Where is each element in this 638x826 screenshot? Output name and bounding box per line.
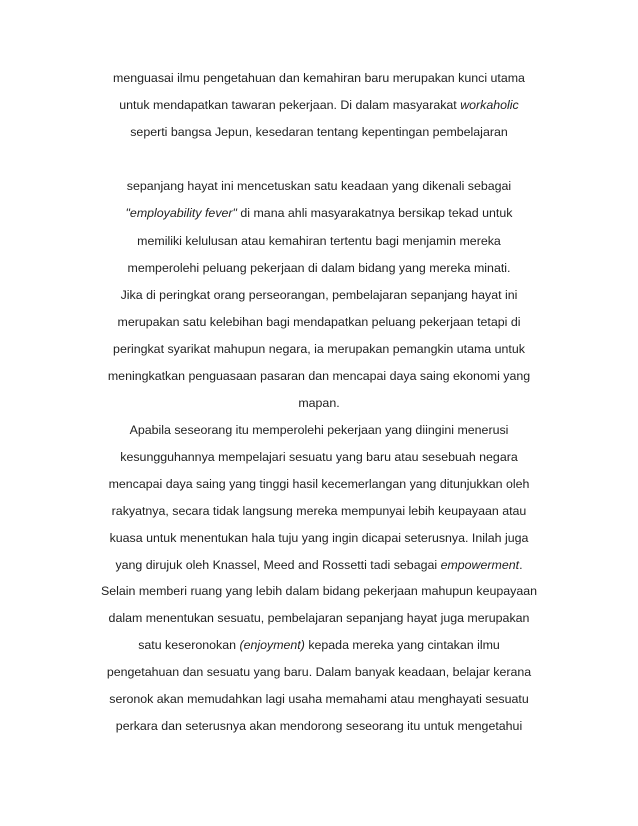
text-line xyxy=(0,97,638,113)
text-segment: kuasa untuk menentukan hala tuju yang ingin dicapai seterusnya. Inilah juga xyxy=(109,531,529,545)
text-segment: mencapai daya saing yang tinggi hasil kecemerlangan yang ditunjukkan oleh xyxy=(108,477,530,491)
text-segment: Selain memberi ruang yang lebih dalam bidang pekerjaan mahupun keupayaan xyxy=(100,584,538,598)
text-line xyxy=(0,664,638,680)
text-segment: perkara dan seterusnya akan mendorong seseorang itu untuk mengetahui xyxy=(115,719,523,733)
text-line xyxy=(0,260,638,276)
text-line xyxy=(0,557,638,573)
text-line xyxy=(0,341,638,357)
text-line xyxy=(0,124,638,140)
italic-text: (enjoyment) xyxy=(239,638,305,652)
text-line xyxy=(0,314,638,330)
text-line xyxy=(0,718,638,734)
text-segment: di mana ahli masyarakatnya bersikap tekad untuk xyxy=(236,206,513,220)
text-segment: kesungguhannya mempelajari sesuatu yang baru atau sesebuah negara xyxy=(120,450,518,464)
text-line xyxy=(0,205,638,221)
text-segment: mapan. xyxy=(298,396,340,410)
text-line xyxy=(0,368,638,384)
text-line xyxy=(0,610,638,626)
italic-text: workaholic xyxy=(460,98,519,112)
text-segment: kepada mereka yang cintakan ilmu xyxy=(304,638,500,652)
text-line xyxy=(0,583,638,599)
text-segment: satu keseronokan xyxy=(138,638,240,652)
text-segment: memiliki kelulusan atau kemahiran tertentu bagi menjamin mereka xyxy=(137,234,501,248)
text-segment: seperti bangsa Jepun, kesedaran tentang kepentingan pembelajaran xyxy=(130,125,508,139)
text-segment: peringkat syarikat mahupun negara, ia merupakan pemangkin utama untuk xyxy=(113,342,525,356)
text-segment: dalam menentukan sesuatu, pembelajaran sepanjang hayat juga merupakan xyxy=(108,611,530,625)
text-line xyxy=(0,395,638,411)
text-segment: menguasai ilmu pengetahuan dan kemahiran baru merupakan kunci utama xyxy=(113,71,525,85)
text-segment: untuk mendapatkan tawaran pekerjaan. Di dalam masyarakat xyxy=(119,98,461,112)
text-segment: pengetahuan dan sesuatu yang baru. Dalam banyak keadaan, belajar kerana xyxy=(106,665,532,679)
text-line xyxy=(0,178,638,194)
text-segment: meningkatkan penguasaan pasaran dan mencapai daya saing ekonomi yang xyxy=(107,369,531,383)
italic-text: "employability fever" xyxy=(125,206,237,220)
text-segment: sepanjang hayat ini mencetuskan satu keadaan yang dikenali sebagai xyxy=(126,179,512,193)
text-line xyxy=(0,530,638,546)
text-line xyxy=(0,233,638,249)
text-segment: . xyxy=(519,558,523,572)
text-line xyxy=(0,449,638,465)
text-segment: rakyatnya, secara tidak langsung mereka mempunyai lebih keupayaan atau xyxy=(111,504,527,518)
text-line xyxy=(0,70,638,86)
text-line xyxy=(0,476,638,492)
text-segment: Apabila seseorang itu memperolehi pekerjaan yang diingini menerusi xyxy=(129,423,509,437)
text-segment: Jika di peringkat orang perseorangan, pembelajaran sepanjang hayat ini xyxy=(120,288,518,302)
text-segment: yang dirujuk oleh Knassel, Meed and Rossetti tadi sebagai xyxy=(115,558,441,572)
text-line xyxy=(0,287,638,303)
text-line xyxy=(0,422,638,438)
italic-text: empowerment xyxy=(440,558,520,572)
text-segment: memperolehi peluang pekerjaan di dalam bidang yang mereka minati. xyxy=(127,261,511,275)
text-line xyxy=(0,637,638,653)
text-line xyxy=(0,503,638,519)
text-line xyxy=(0,691,638,707)
text-segment: merupakan satu kelebihan bagi mendapatkan peluang pekerjaan tetapi di xyxy=(117,315,521,329)
text-segment: seronok akan memudahkan lagi usaha memahami atau menghayati sesuatu xyxy=(109,692,529,706)
